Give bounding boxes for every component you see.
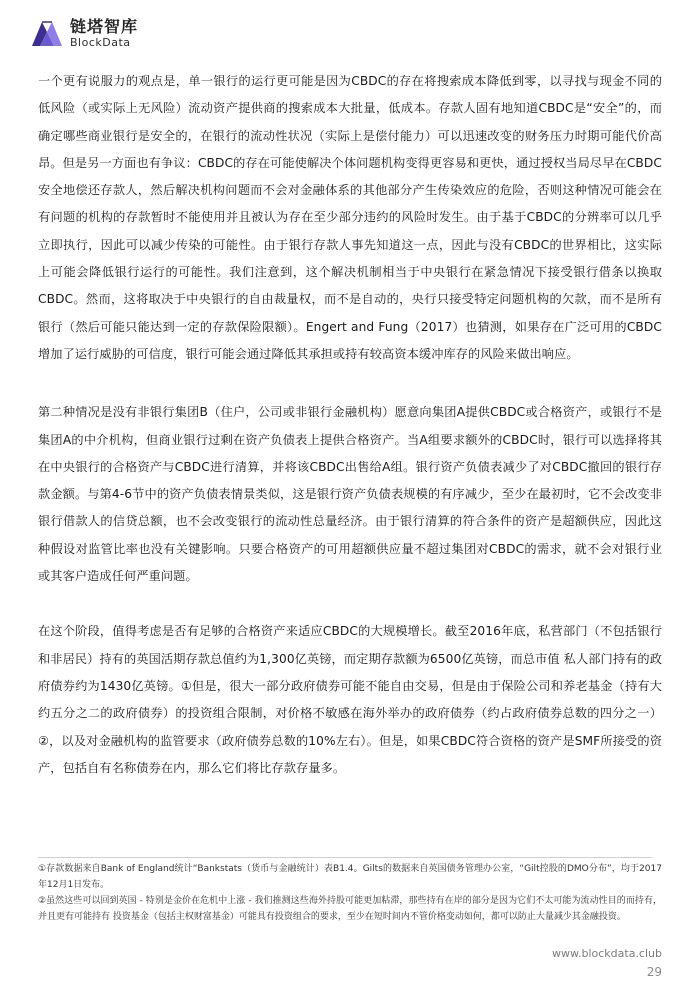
- footnote-2: ②虽然这些可以回到英国 - 特别是金价在危机中上涨 - 我们推测这些海外持股可能更加粘滞，那些持有在岸的部分是因为它们不太可能为流动性目的而持有，并且更有可能持有 投资基金（包括主权财富基金）可能具有投资组合的要求，至少在短时间内不管价格变动如何，都可以防止大量减少其金融投资。: [38, 896, 662, 922]
- footnote-divider: [38, 857, 652, 858]
- brand: [70, 16, 139, 49]
- footnote-1: ①存款数据来自Bank of England统计“Bankstats（货币与金融统计）表B1.4。Gilts的数据来自英国债务管理办公室，“Gilt控股的DMO分布”，均于2017年12月1日发布。: [38, 864, 662, 890]
- paragraph-1: 一个更有说服力的观点是，单一银行的运行更可能是因为CBDC的存在将搜索成本降低到零，以寻找与现金不同的低风险（或实际上无风险）流动资产提供商的搜索成本大批量，低成本。存款人固有地知道CBDC是“安全”的，而确定哪些商业银行是安全的，在银行的流动性状况（实际上是偿付能力）可以迅速改变的财务压力时期可能代价高昂。但是另一方面也有争议：CBDC的存在可能使解决个体问题机构变得更容易和更快，通过授权当局尽早在CBDC安全地偿还存款人，然后解决机构问题而不会对金融体系的其他部分产生传染效应的危险，否则这种情况可能会在有问题的机构的存款暂时不能使用并且被认为存在至少部分违约的风险时发生。由于基于CBDC的分辨率可以几乎立即执行，因此可以减少传染的可能性。由于银行存款人事先知道这一点，因此与没有CBDC的世界相比，这实际上可能会降低银行运行的可能性。我们注意到，这个解决机制相当于中央银行在紧急情况下接受银行借条以换取CBDC。然而，这将取决于中央银行的自由裁量权，而不是自动的，央行只接受特定问题机构的欠款，而不是所有银行（然后可能只能达到一定的存款保险限额）。Engert and Fung（2017）也猜测，如果存在广泛可用的CBDC增加了运行威胁的可信度，银行可能会通过降低其承担或持有较高资本缓冲库存的风险来做出响应。: [38, 74, 662, 361]
- brand-name-en: BlockData: [70, 35, 131, 49]
- page-header: [30, 16, 138, 50]
- paragraph-3: 在这个阶段，值得考虑是否有足够的合格资产来适应CBDC的大规模增长。截至2016年底，私营部门（不包括银行和非居民）持有的英国活期存款总值约为1,300亿英镑，而定期存款额为6500亿英镑，而总市值 私人部门持有的政府债券约为1430亿英镑。①但是，很大一部分政府债券可能不能自由交易，但是由于保险公司和养老基金（持有大约五分之二的政府债券）的投资组合限制，对价格不敏感在海外举办的政府债券（约占政府债券总数的四分之一）②，以及对金融机构的监管要求（政府债券总数的10%左右）。但是，如果CBDC符合资格的资产是SMF所接受的资产，包括自有名称债券在内，那么它们将比存款存量多。: [38, 624, 662, 775]
- main-content: [38, 68, 662, 804]
- footer-site-url: www.blockdata.club: [552, 947, 662, 960]
- page-number: 29: [646, 965, 662, 979]
- brand-name-cn: 链塔智库: [70, 16, 139, 36]
- blockdata-logo-icon: [30, 18, 64, 48]
- paragraph-2: 第二种情况是没有非银行集团B（住户，公司或非银行金融机构）愿意向集团A提供CBDC或合格资产，或银行不是集团A的中介机构，但商业银行过剩在资产负债表上提供合格资产。当A组要求额外的CBDC时，银行可以选择将其在中央银行的合格资产与CBDC进行清算，并将该CBDC出售给A组。银行资产负债表减少了对CBDC撤回的银行存款金额。与第4-6节中的资产负债表情景类似，这是银行资产负债表规模的有序减少，至少在最初时，它不会改变非银行借款人的信贷总额，也不会改变银行的流动性总量经济。由于银行清算的符合条件的资产是超额供应，因此这种假设对监管比率也没有关键影响。只要合格资产的可用超额供应量不超过集团对CBDC的需求，就不会对银行业或其客户造成任何严重问题。: [38, 405, 662, 584]
- footnotes: [38, 861, 662, 925]
